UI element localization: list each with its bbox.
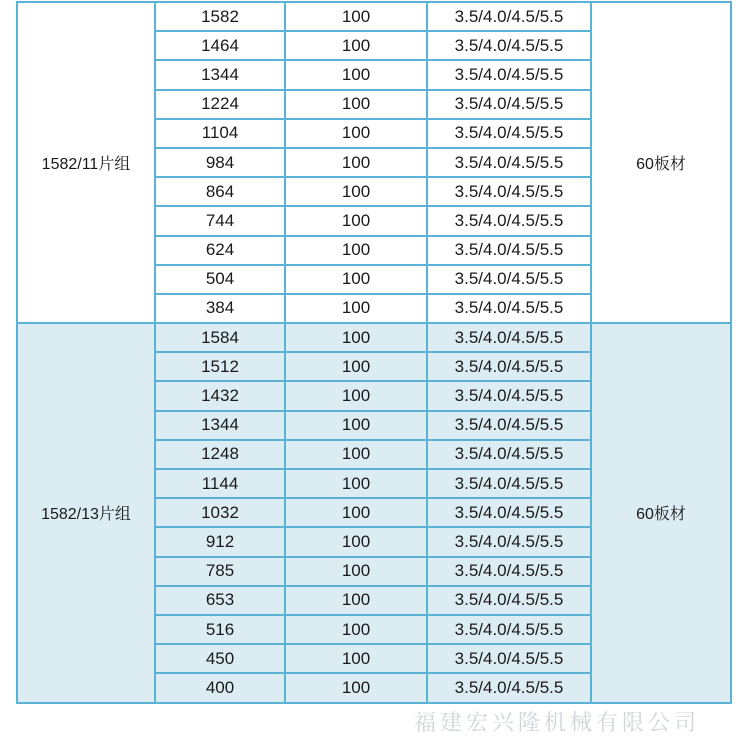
length-cell: 384 xyxy=(155,294,285,323)
spec-table-body xyxy=(17,2,731,703)
width-cell: 100 xyxy=(285,527,427,556)
leaf-spring-spec-table xyxy=(16,1,732,704)
thickness-cell: 3.5/4.0/4.5/5.5 xyxy=(427,90,591,119)
length-cell: 1344 xyxy=(155,60,285,89)
thickness-cell: 3.5/4.0/4.5/5.5 xyxy=(427,673,591,702)
width-cell: 100 xyxy=(285,440,427,469)
thickness-cell: 3.5/4.0/4.5/5.5 xyxy=(427,557,591,586)
width-cell: 100 xyxy=(285,206,427,235)
width-cell: 100 xyxy=(285,586,427,615)
thickness-cell: 3.5/4.0/4.5/5.5 xyxy=(427,206,591,235)
thickness-cell: 3.5/4.0/4.5/5.5 xyxy=(427,440,591,469)
thickness-cell: 3.5/4.0/4.5/5.5 xyxy=(427,381,591,410)
length-cell: 1344 xyxy=(155,411,285,440)
width-cell: 100 xyxy=(285,148,427,177)
thickness-cell: 3.5/4.0/4.5/5.5 xyxy=(427,177,591,206)
material-cell: 60板材 xyxy=(591,323,731,702)
length-cell: 1224 xyxy=(155,90,285,119)
width-cell: 100 xyxy=(285,60,427,89)
length-cell: 1248 xyxy=(155,440,285,469)
length-cell: 744 xyxy=(155,206,285,235)
width-cell: 100 xyxy=(285,294,427,323)
width-cell: 100 xyxy=(285,31,427,60)
width-cell: 100 xyxy=(285,557,427,586)
thickness-cell: 3.5/4.0/4.5/5.5 xyxy=(427,586,591,615)
width-cell: 100 xyxy=(285,90,427,119)
thickness-cell: 3.5/4.0/4.5/5.5 xyxy=(427,294,591,323)
group-label-cell: 1582/11片组 xyxy=(17,2,155,323)
thickness-cell: 3.5/4.0/4.5/5.5 xyxy=(427,323,591,352)
length-cell: 516 xyxy=(155,615,285,644)
length-cell: 1582 xyxy=(155,2,285,31)
thickness-cell: 3.5/4.0/4.5/5.5 xyxy=(427,411,591,440)
length-cell: 912 xyxy=(155,527,285,556)
length-cell: 1032 xyxy=(155,498,285,527)
width-cell: 100 xyxy=(285,352,427,381)
length-cell: 1584 xyxy=(155,323,285,352)
width-cell: 100 xyxy=(285,2,427,31)
table-row xyxy=(17,323,731,352)
width-cell: 100 xyxy=(285,644,427,673)
group-label-cell: 1582/13片组 xyxy=(17,323,155,702)
thickness-cell: 3.5/4.0/4.5/5.5 xyxy=(427,469,591,498)
width-cell: 100 xyxy=(285,381,427,410)
width-cell: 100 xyxy=(285,265,427,294)
thickness-cell: 3.5/4.0/4.5/5.5 xyxy=(427,148,591,177)
length-cell: 1144 xyxy=(155,469,285,498)
width-cell: 100 xyxy=(285,615,427,644)
width-cell: 100 xyxy=(285,469,427,498)
thickness-cell: 3.5/4.0/4.5/5.5 xyxy=(427,527,591,556)
length-cell: 450 xyxy=(155,644,285,673)
width-cell: 100 xyxy=(285,411,427,440)
width-cell: 100 xyxy=(285,119,427,148)
thickness-cell: 3.5/4.0/4.5/5.5 xyxy=(427,615,591,644)
length-cell: 1512 xyxy=(155,352,285,381)
thickness-cell: 3.5/4.0/4.5/5.5 xyxy=(427,60,591,89)
thickness-cell: 3.5/4.0/4.5/5.5 xyxy=(427,644,591,673)
width-cell: 100 xyxy=(285,323,427,352)
material-cell: 60板材 xyxy=(591,2,731,323)
thickness-cell: 3.5/4.0/4.5/5.5 xyxy=(427,2,591,31)
length-cell: 785 xyxy=(155,557,285,586)
length-cell: 400 xyxy=(155,673,285,702)
length-cell: 653 xyxy=(155,586,285,615)
thickness-cell: 3.5/4.0/4.5/5.5 xyxy=(427,31,591,60)
width-cell: 100 xyxy=(285,673,427,702)
thickness-cell: 3.5/4.0/4.5/5.5 xyxy=(427,265,591,294)
length-cell: 864 xyxy=(155,177,285,206)
thickness-cell: 3.5/4.0/4.5/5.5 xyxy=(427,352,591,381)
length-cell: 1432 xyxy=(155,381,285,410)
length-cell: 984 xyxy=(155,148,285,177)
length-cell: 624 xyxy=(155,236,285,265)
width-cell: 100 xyxy=(285,177,427,206)
length-cell: 1104 xyxy=(155,119,285,148)
width-cell: 100 xyxy=(285,236,427,265)
table-row xyxy=(17,2,731,31)
length-cell: 504 xyxy=(155,265,285,294)
thickness-cell: 3.5/4.0/4.5/5.5 xyxy=(427,236,591,265)
thickness-cell: 3.5/4.0/4.5/5.5 xyxy=(427,498,591,527)
company-watermark: 福建宏兴隆机械有限公司 xyxy=(414,711,701,736)
width-cell: 100 xyxy=(285,498,427,527)
length-cell: 1464 xyxy=(155,31,285,60)
thickness-cell: 3.5/4.0/4.5/5.5 xyxy=(427,119,591,148)
